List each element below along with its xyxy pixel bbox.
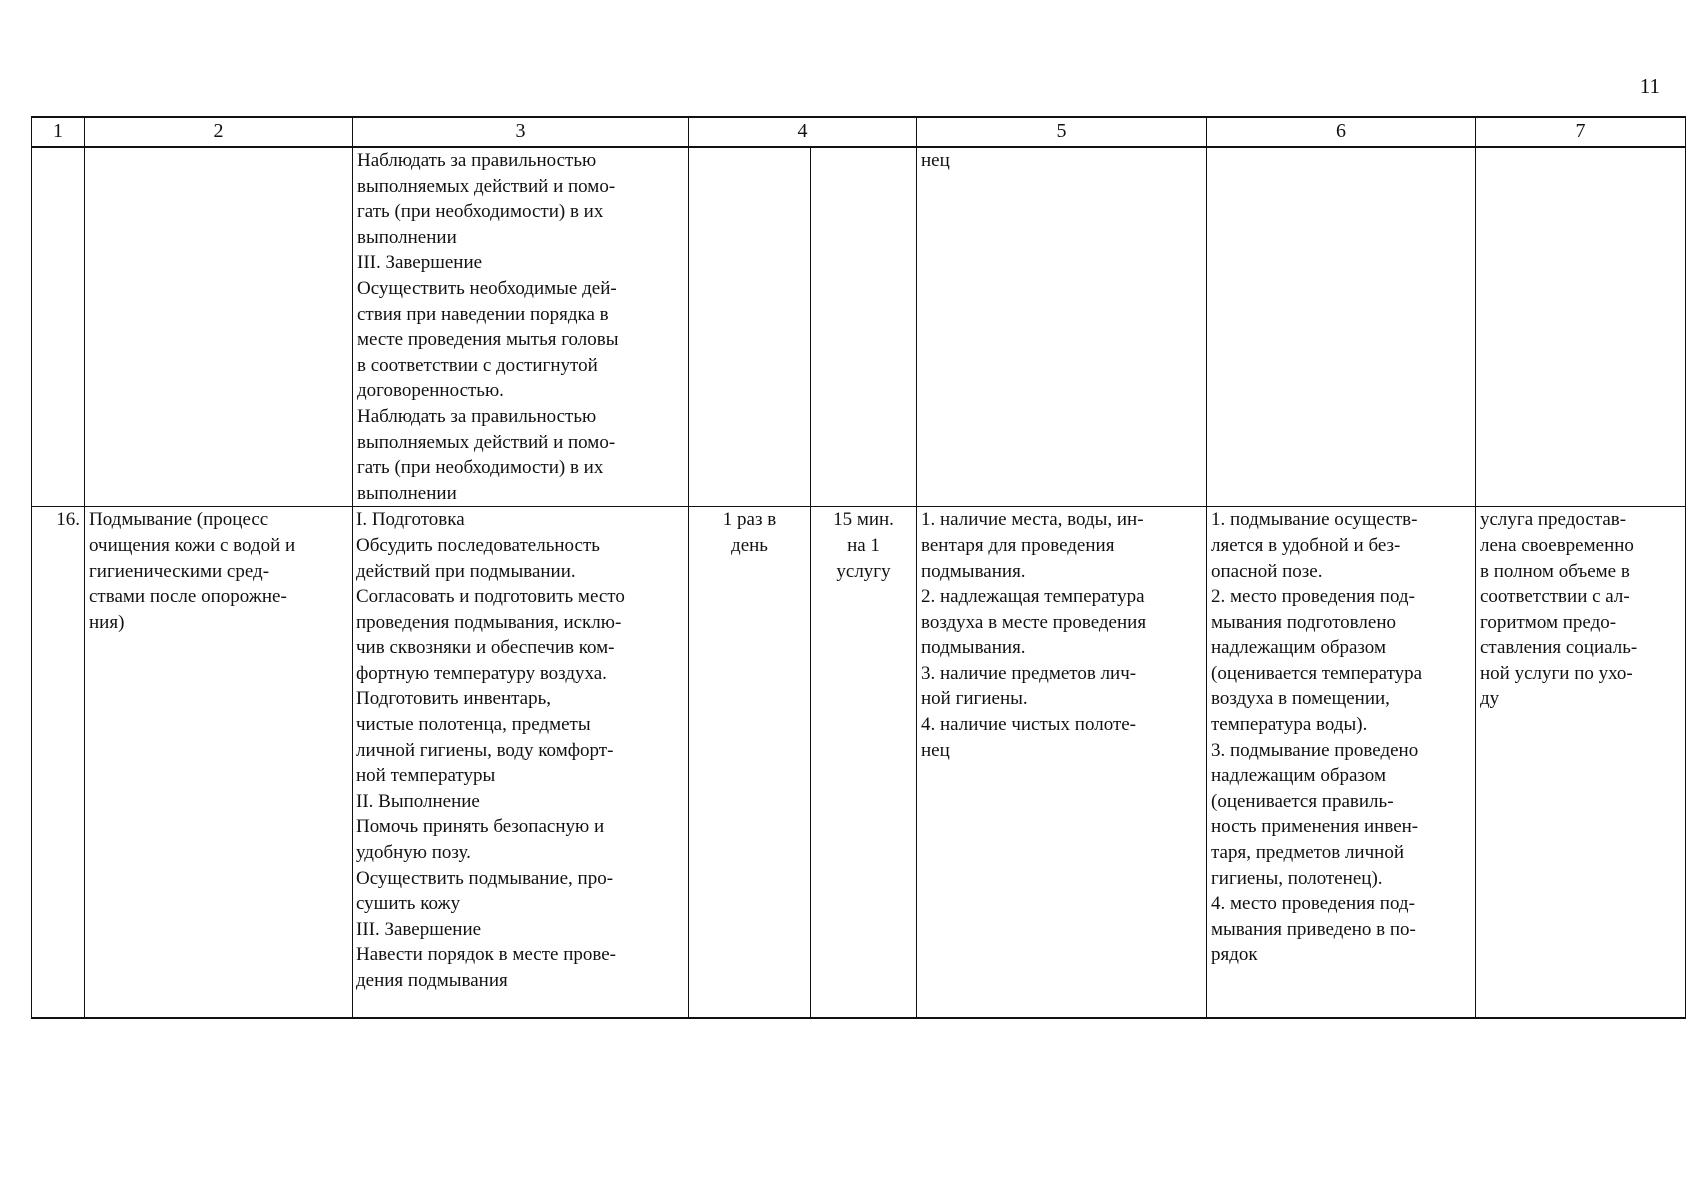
service-name-cell: Подмывание (процесс очищения кожи с водой и гигиеническими сред- ствами после опорожне- ния) (85, 507, 353, 1019)
row-number-cell (32, 147, 85, 507)
table-row (32, 147, 1686, 507)
service-actions-cell: Наблюдать за правильностью выполняемых действий и помо- гать (при необходимости) в их выполнении III. Завершение Осуществить необходимые дей- ствия при наведении порядка в месте проведения мытья головы в соответствии с достигнутой договоренностью. Наблюдать за правильностью выполняемых действий и помо- гать (при необходимости) в их выполнении (353, 147, 689, 507)
result-evaluation-cell: услуга предостав- лена своевременно в полном объеме в соответствии с ал- горитмом предо- ставления социаль- ной услуги по ухо- ду (1476, 507, 1686, 1019)
header-col-1: 1 (32, 117, 85, 147)
quality-indicators-cell: 1. подмывание осуществ- ляется в удобной и без- опасной позе. 2. место проведения под- мывания подготовлено надлежащим образом (оценивается температура воздуха в помещении, температура воды). 3. подмывание проведено надлежащим образом (оценивается правиль- ность применения инвен- таря, предметов личной гигиены, полотенец). 4. место проведения под- мывания приведено в по- рядок (1207, 507, 1476, 1019)
header-col-5: 5 (917, 117, 1207, 147)
duration-cell: 15 мин. на 1 услугу (811, 507, 917, 1019)
page-number: 11 (1639, 74, 1660, 98)
frequency-cell: 1 раз в день (689, 507, 811, 1019)
duration-cell (811, 147, 917, 507)
conditions-cell: 1. наличие места, воды, ин- вентаря для проведения подмывания. 2. надлежащая температура воздуха в месте проведения подмывания. 3. наличие предметов лич- ной гигиены. 4. наличие чистых полоте- нец (917, 507, 1207, 1019)
service-name-cell (85, 147, 353, 507)
service-actions-cell: I. Подготовка Обсудить последовательность действий при подмывании. Согласовать и подготовить место проведения подмывания, исклю- чив сквозняки и обеспечив ком- фортную температуру воздуха. Подготовить инвентарь, чистые полотенца, предметы личной гигиены, воду комфорт- ной температуры II. Выполнение Помочь принять безопасную и удобную позу. Осуществить подмывание, про- сушить кожу III. Завершение Навести порядок в месте прове- дения подмывания (353, 507, 689, 1019)
frequency-cell (689, 147, 811, 507)
header-col-4: 4 (689, 117, 917, 147)
header-col-7: 7 (1476, 117, 1686, 147)
header-col-2: 2 (85, 117, 353, 147)
table-header-row (32, 117, 1686, 147)
table-row (32, 507, 1686, 1019)
row-number-cell: 16. (32, 507, 85, 1019)
quality-indicators-cell (1207, 147, 1476, 507)
conditions-cell: нец (917, 147, 1207, 507)
services-table (31, 116, 1686, 1019)
result-evaluation-cell (1476, 147, 1686, 507)
header-col-3: 3 (353, 117, 689, 147)
header-col-6: 6 (1207, 117, 1476, 147)
